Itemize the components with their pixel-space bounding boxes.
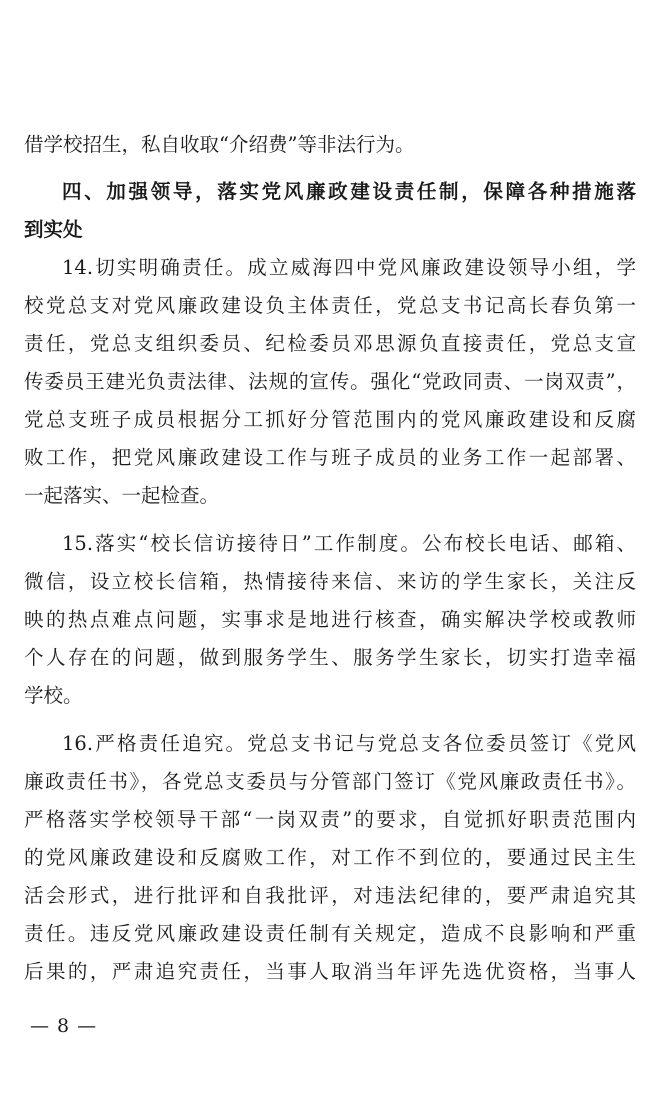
paragraph-15-line-5: 学校。 bbox=[24, 684, 83, 707]
paragraph-14-line-7: 一起落实、一起检查。 bbox=[24, 484, 220, 507]
paragraph-15-line-4: 个人存在的问题，做到服务学生、服务学生家长，切实打造幸福 bbox=[24, 646, 636, 669]
section-heading-line-1: 四、加强领导，落实党风廉政建设责任制，保障各种措施落 bbox=[62, 180, 636, 203]
section-heading-line-2: 到实处 bbox=[24, 218, 83, 241]
text-line-1: 借学校招生，私自收取“介绍费”等非法行为。 bbox=[24, 133, 415, 156]
paragraph-14-line-2: 校党总支对党风廉政建设负主体责任，党总支书记高长春负第一 bbox=[24, 294, 636, 317]
paragraph-16-line-1: 16.严格责任追究。党总支书记与党总支各位委员签订《党风 bbox=[62, 732, 636, 755]
page-number: — 8 — bbox=[30, 1015, 98, 1037]
paragraph-15-line-1: 15.落实“校长信访接待日”工作制度。公布校长电话、邮箱、 bbox=[62, 532, 636, 555]
paragraph-16-line-5: 活会形式，进行批评和自我批评，对违法纪律的，要严肃追究其 bbox=[24, 884, 636, 907]
paragraph-16-line-7: 后果的，严肃追究责任，当事人取消当年评先选优资格，当事人 bbox=[24, 960, 636, 983]
paragraph-15-line-3: 映的热点难点问题，实事求是地进行核查，确实解决学校或教师 bbox=[24, 608, 636, 631]
paragraph-16-line-6: 责任。违反党风廉政建设责任制有关规定，造成不良影响和严重 bbox=[24, 922, 636, 945]
paragraph-15-line-2: 微信，设立校长信箱，热情接待来信、来访的学生家长，关注反 bbox=[24, 570, 636, 593]
paragraph-14-line-6: 败工作，把党风廉政建设工作与班子成员的业务工作一起部署、 bbox=[24, 446, 636, 469]
paragraph-16-line-4: 的党风廉政建设和反腐败工作，对工作不到位的，要通过民主生 bbox=[24, 846, 636, 869]
paragraph-16-line-2: 廉政责任书》，各党总支委员与分管部门签订《党风廉政责任书》。 bbox=[24, 770, 636, 793]
paragraph-14-line-3: 责任，党总支组织委员、纪检委员邓思源负直接责任，党总支宣 bbox=[24, 332, 636, 355]
paragraph-16-line-3: 严格落实学校领导干部“一岗双责”的要求，自觉抓好职责范围内 bbox=[24, 808, 636, 831]
paragraph-14-line-4: 传委员王建光负责法律、法规的宣传。强化“党政同责、一岗双责”， bbox=[24, 370, 636, 393]
paragraph-14-line-5: 党总支班子成员根据分工抓好分管范围内的党风廉政建设和反腐 bbox=[24, 408, 636, 431]
paragraph-14-line-1: 14.切实明确责任。成立威海四中党风廉政建设领导小组，学 bbox=[62, 256, 636, 279]
